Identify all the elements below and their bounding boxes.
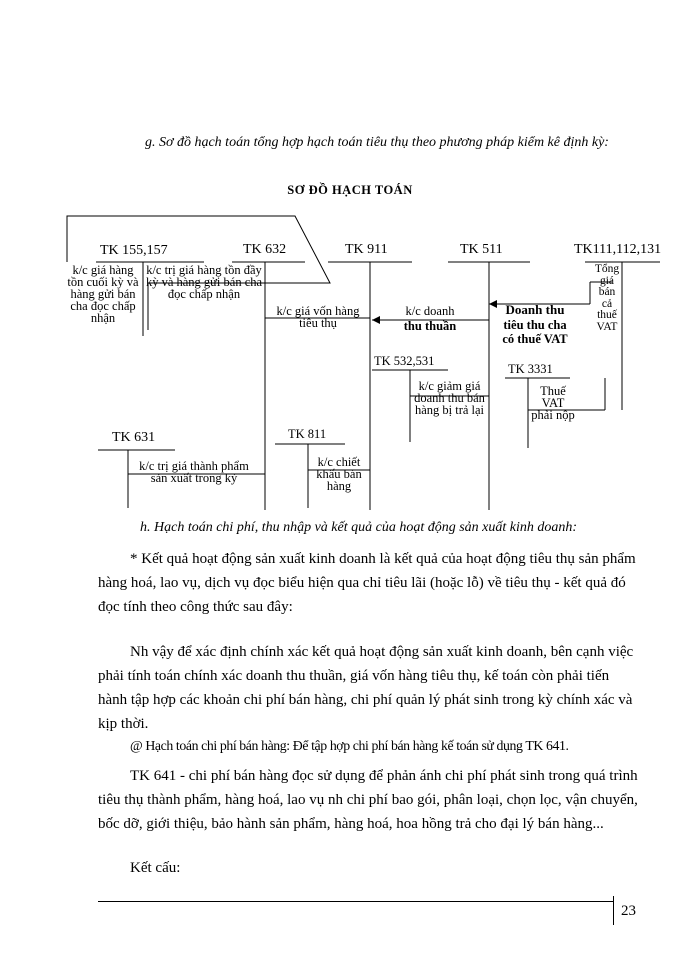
label-kc-chiet-khau: k/c chiết khấu bán hàng: [316, 455, 362, 493]
account-tk532: TK 532,531: [374, 354, 435, 368]
label-doanh-thu-1: Doanh thu: [505, 302, 565, 317]
label-doanh-thu-2: tiêu thu cha: [503, 318, 567, 332]
account-tk911: TK 911: [345, 242, 388, 257]
label-kc-ton-dau-ky: k/c trị giá hàng tồn đầy kỳ và hàng gửi bán cha đọc chấp nhận: [145, 263, 263, 301]
paragraph-3: @ Hạch toán chi phí bán hàng: Để tập hợp chi phí bán hàng kế toán sử dụng TK 641.: [130, 738, 569, 753]
label-kc-doanh-thu-2: thu thuần: [403, 319, 457, 333]
section-heading-g: g. Sơ đồ hạch toán tổng hợp hạch toán tiêu thụ theo phương pháp kiểm kê định kỳ:: [145, 135, 609, 150]
footer-rule-vertical: [613, 896, 614, 925]
diagram-title: SƠ ĐỒ HẠCH TOÁN: [287, 183, 413, 197]
account-tk631: TK 631: [112, 430, 156, 445]
arrow-left: [372, 316, 380, 324]
page-number: 23: [621, 903, 636, 919]
account-tk3331: TK 3331: [508, 362, 553, 376]
footer-rule: [98, 901, 613, 902]
paragraph-1: * Kết quả hoạt động sản xuất kinh doanh là kết quả của hoạt động tiêu thụ sản phẩm hàng hoá, lao vụ, dịch vụ đọc biểu hiện qua chỉ tiêu lãi (hoặc lỗ) về tiêu thụ - kết quả đó đọc tính theo công thức sau đây:: [98, 551, 636, 615]
label-doanh-thu-3: có thuế VAT: [502, 332, 568, 346]
label-kc-doanh-thu-1: k/c doanh: [405, 304, 455, 318]
paragraph-5: Kết cấu:: [130, 860, 181, 876]
label-kc-ton-cuoi-ky: k/c giá hàng tồn cuối kỳ và hàng gửi bán cha đọc chấp nhận: [67, 263, 139, 325]
label-kc-giam-gia: k/c giảm giá doanh thu bán hàng bị trả lại: [414, 379, 485, 417]
label-kc-thanh-pham: k/c trị giá thành phẩm sản xuất trong kỳ: [139, 459, 249, 485]
paragraph-4: TK 641 - chi phí bán hàng đọc sử dụng để phản ánh chi phí phát sinh trong quá trình tiêu thụ thành phẩm, hàng hoá, lao vụ nh chi phí bao gói, phân loại, chọn lọc, vận chuyển, bốc dỡ, giới thiệu, bảo hành sản phẩm, hàng hoá, hoa hồng trả cho đại lý bán hàng...: [98, 768, 638, 832]
paragraph-2: Nh vậy để xác định chính xác kết quả hoạt động sản xuất kinh doanh, bên cạnh việc phải tính toán chính xác doanh thu thuần, giá vốn hàng tiêu thụ, kế toán còn phải tiến hành tập hợp các khoản chi phí bán hàng, chi phí quản lý phát sinh trong kỳ chính xác và kịp thời.: [98, 644, 634, 732]
label-kc-gia-von: k/c giá vốn hàng tiêu thụ: [276, 304, 360, 330]
account-tk155: TK 155,157: [100, 243, 168, 258]
account-tk632: TK 632: [243, 242, 287, 257]
account-tk811: TK 811: [288, 427, 327, 441]
section-heading-h: h. Hạch toán chi phí, thu nhập và kết quả của hoạt động sản xuất kinh doanh:: [140, 520, 578, 535]
label-thue-vat: Thuế VAT phải nộp: [531, 384, 575, 422]
label-tong-gia: Tổng giá bán cả thuế VAT: [594, 263, 620, 333]
account-tk511: TK 511: [460, 242, 503, 257]
account-tk111: TK111,112,131: [574, 242, 662, 257]
